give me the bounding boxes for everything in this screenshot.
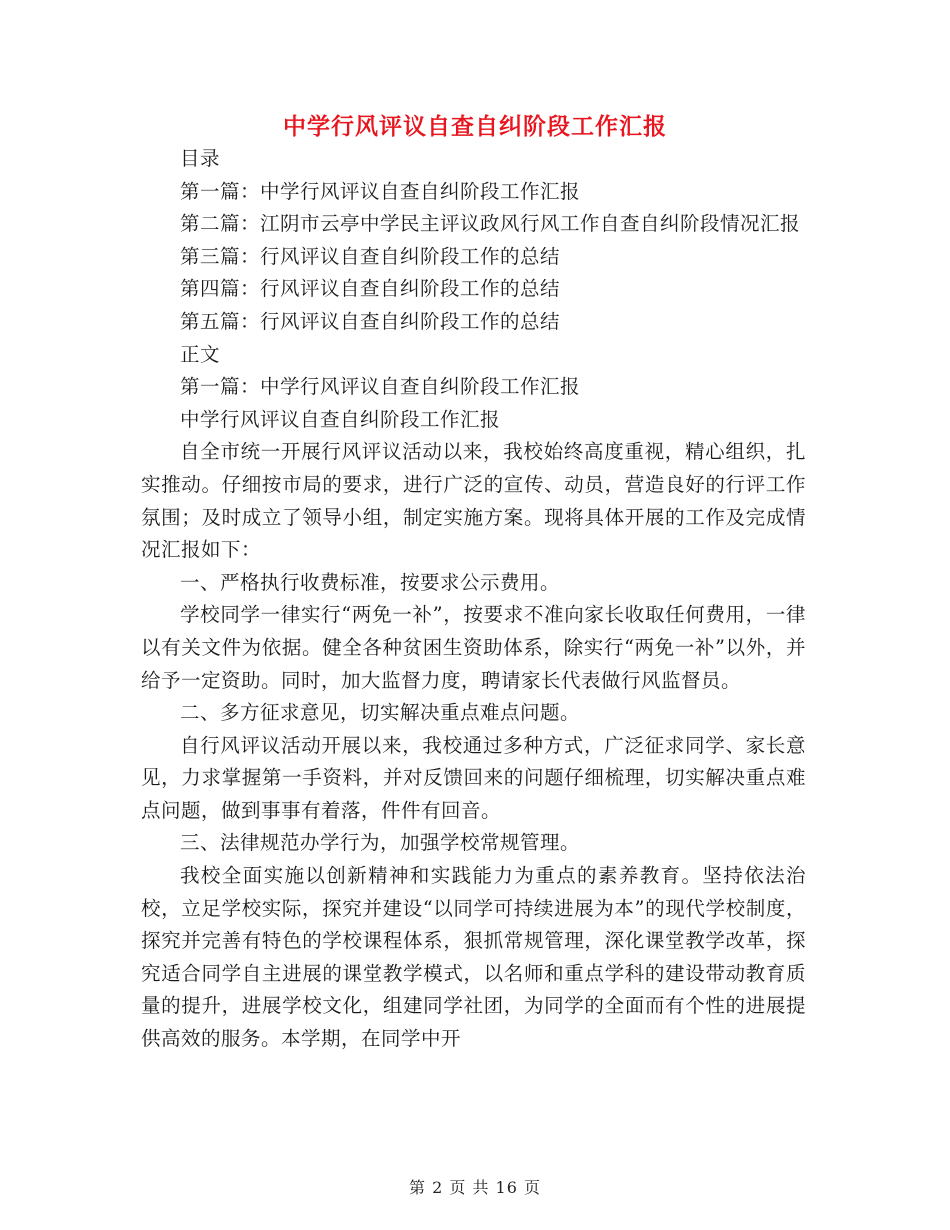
main-text-heading: 正文: [180, 342, 221, 366]
toc-item-4: 第四篇：行风评议自查自纠阶段工作的总结: [180, 277, 561, 301]
toc-item-1: 第一篇：中学行风评议自查自纠阶段工作汇报: [180, 179, 581, 203]
toc-item-3: 第三篇：行风评议自查自纠阶段工作的总结: [180, 244, 561, 268]
page-footer: 第 2 页 共 16 页: [409, 1178, 541, 1197]
document-title: 中学行风评议自查自纠阶段工作汇报: [283, 113, 667, 140]
document-body: [141, 143, 806, 1056]
toc-item-5: 第五篇：行风评议自查自纠阶段工作的总结: [180, 309, 561, 333]
body-paragraph: 自行风评议活动开展以来，我校通过多种方式，广泛征求同学、家长意见，力求掌握第一手资料，并对反馈回来的问题仔细梳理，切实解决重点难点问题，做到事事有着落，件件有回音。: [141, 733, 806, 822]
chapter-subtitle: 中学行风评议自查自纠阶段工作汇报: [180, 407, 501, 431]
toc-heading: 目录: [180, 147, 221, 170]
body-paragraph: 我校全面实施以创新精神和实践能力为重点的素养教育。坚持依法治校，立足学校实际，探究并建设“以同学可持续进展为本”的现代学校制度，探究并完善有特色的学校课程体系，狠抓常规管理，深化课堂教学改革，探究适合同学自主进展的课堂教学模式，以名师和重点学科的建设带动教育质量的提升，进展学校文化，组建同学社团，为同学的全面而有个性的进展提供高效的服务。本学期，在同学中开: [141, 864, 806, 1051]
section-heading-2: 二、多方征求意见，切实解决重点难点问题。: [180, 701, 581, 725]
section-heading-3: 三、法律规范办学行为，加强学校常规管理。: [180, 831, 581, 855]
body-paragraph: 学校同学一律实行“两免一补”，按要求不准向家长收取任何费用，一律以有关文件为依据。健全各种贫困生资助体系，除实行“两免一补”以外，并给予一定资助。同时，加大监督力度，聘请家长代表做行风监督员。: [141, 603, 806, 692]
chapter-heading: 第一篇：中学行风评议自查自纠阶段工作汇报: [180, 375, 581, 399]
section-heading-1: 一、严格执行收费标准，按要求公示费用。: [180, 570, 561, 594]
toc-item-2: 第二篇：江阴市云亭中学民主评议政风行风工作自查自纠阶段情况汇报: [180, 212, 801, 236]
body-paragraph: 自全市统一开展行风评议活动以来，我校始终高度重视，精心组织，扎实推动。仔细按市局的要求，进行广泛的宣传、动员，营造良好的行评工作氛围；及时成立了领导小组，制定实施方案。现将具体开展的工作及完成情况汇报如下：: [141, 440, 806, 562]
